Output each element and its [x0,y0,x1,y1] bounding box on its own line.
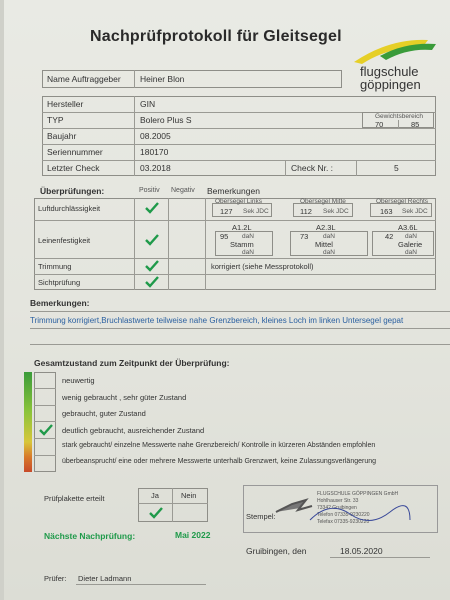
status-heading: Gesamtzustand zum Zeitpunkt der Überprüfung: [34,358,230,368]
luft-mitte-unit: Sek JDC [323,208,349,215]
nein-header: Nein [181,491,197,500]
logo-line1: flugschule [360,64,419,79]
leine2-unit-2: daN [323,249,335,256]
leine1-unit: daN [242,233,254,240]
datum-value: 18.05.2020 [340,546,383,556]
status-check-icon [39,424,53,436]
status-item-4: stark gebraucht/ einzelne Messwerte nahe Grenzbereich/ Kontrolle in kürzeren Abständen empfohlen [62,442,376,449]
status-item-0: neuwertig [62,376,95,385]
positiv-header: Positiv [139,187,160,194]
hersteller-value: GIN [140,99,156,109]
luft-mitte-label: Obersegel Mitte [300,198,346,205]
leine2-unit: daN [323,233,335,240]
checks-heading: Überprüfungen: [40,186,105,196]
luft-mitte-value: 112 [300,207,312,216]
stempel-lines: FLUGSCHULE GÖPPINGEN GmbH Hohlhauser Str. 33 73342 Gruibingen Telefon 07335-9230220 Telefax 07335-9230220 [317,491,399,525]
auftraggeber-label: Name Auftraggeber [47,74,121,84]
negativ-header: Negativ [171,187,195,194]
luft-rechts-label: Obersegel Rechts [376,198,429,205]
trimmung-label: Trimmung [38,262,72,271]
hersteller-label: Hersteller [47,99,84,109]
gewicht-min: 70 [375,120,384,129]
luft-links-unit: Sek JDC [243,208,269,215]
status-checkbox-column [34,372,56,472]
letzter-check-label: Letzter Check [47,163,100,173]
pruefer-value: Dieter Ladmann [78,574,132,583]
letzter-check-value: 03.2018 [140,163,171,173]
sicht-label: Sichtprüfung [38,278,81,287]
leine3-pos: Galerie [398,240,423,249]
luft-label: Luftdurchlässigkeit [38,204,101,213]
seriennummer-value: 180170 [140,147,169,157]
leine1-name: A1.2L [232,223,252,232]
leine3-unit: daN [405,233,417,240]
leine3-unit-2: daN [405,249,417,256]
bemerkungen-header: Bemerkungen [207,186,260,196]
stempel-label: Stempel: [246,512,276,521]
leine3-name: A3.6L [398,223,418,232]
naechste-label: Nächste Nachprüfung: [44,531,136,541]
leine2-name: A2.3L [316,223,336,232]
pruefer-label: Prüfer: [44,574,67,583]
status-colorbar [24,372,32,472]
device-table [42,96,436,176]
status-item-1: wenig gebraucht , sehr güter Zustand [62,393,187,402]
trimmung-positiv-check-icon [145,260,159,272]
typ-label: TYP [47,115,64,125]
luft-links-label: Obersegel Links [215,198,262,205]
leine1-value: 95 [220,232,229,241]
seriennummer-label: Seriennummer [47,147,103,157]
leine2-pos: Mittel [315,240,333,249]
baujahr-label: Baujahr [47,131,77,141]
leine1-unit-2: daN [242,249,254,256]
trimmung-remark: korrigiert (siehe Messprotokoll) [211,262,314,271]
luft-positiv-check-icon [145,202,159,214]
logo [350,34,440,94]
naechste-value: Mai 2022 [175,530,211,540]
luft-links-value: 127 [220,207,233,216]
remarks-heading: Bemerkungen: [30,298,90,308]
auftraggeber-value: Heiner Blon [140,74,185,84]
leinen-label: Leinenfestigkeit [38,236,91,245]
plakette-ja-check-icon [149,507,163,519]
baujahr-value: 08.2005 [140,131,171,141]
leine1-pos: Stamm [230,240,254,249]
ja-header: Ja [151,491,159,500]
luft-rechts-unit: Sek JDC [402,208,428,215]
ort-datum-label: Gruibingen, den [246,546,307,556]
luft-rechts-value: 163 [380,207,393,216]
plakette-label: Prüfplakette erteilt [44,494,105,503]
gewichtsbereich-label: Gewichtsbereich [375,113,424,120]
leine3-value: 42 [385,232,394,241]
check-nr-label: Check Nr. : [291,163,334,173]
signature-icon [270,490,420,530]
sicht-positiv-check-icon [145,276,159,288]
remarks-text: Trimmung korrigiert,Bruchlastwerte teilweise nahe Grenzbereich, kleines Loch im linken Untersegel gepat [30,316,404,325]
status-item-5: überbeansprucht/ eine oder mehrere Messwerte unterhalb Grenzwert, keine Zulassungsverlängerung [62,458,377,465]
leine2-value: 73 [300,232,309,241]
logo-line2: göppingen [360,77,421,92]
typ-value: Bolero Plus S [140,115,192,125]
gewicht-max: 85 [411,120,420,129]
status-item-3: deutlich gebraucht, ausreichender Zustand [62,426,205,435]
page-title: Nachprüfprotokoll für Gleitsegel [90,28,342,45]
check-nr-value: 5 [394,163,399,173]
status-item-2: gebraucht, guter Zustand [62,409,146,418]
leinen-positiv-check-icon [145,234,159,246]
